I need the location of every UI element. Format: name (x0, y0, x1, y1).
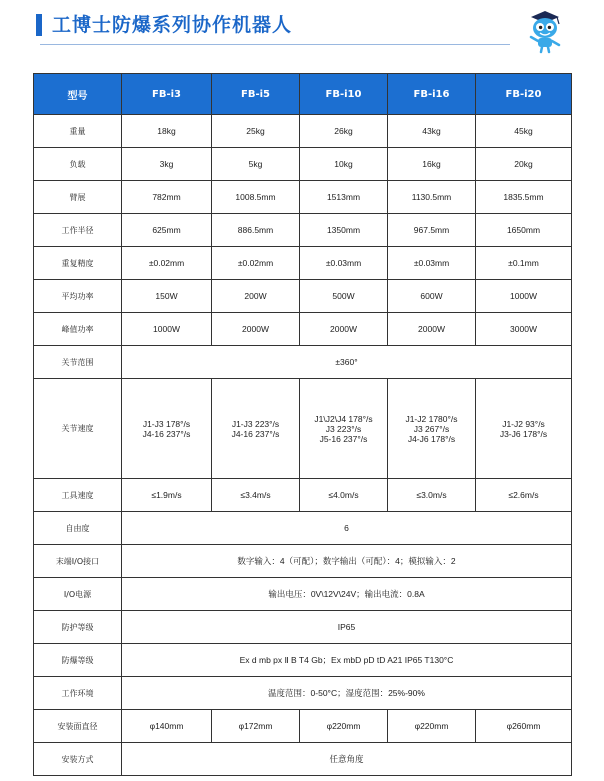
table-cell: ±0.03mm (300, 247, 388, 280)
table-cell: 3kg (122, 148, 212, 181)
table-cell: 967.5mm (388, 214, 476, 247)
table-cell: 500W (300, 280, 388, 313)
row-label: 防护等级 (34, 611, 122, 644)
table-cell: 1008.5mm (212, 181, 300, 214)
table-cell: 43kg (388, 115, 476, 148)
header-model-fb-i3: FB-i3 (122, 74, 212, 115)
table-row (34, 743, 572, 776)
table-row (34, 247, 572, 280)
row-label: 平均功率 (34, 280, 122, 313)
table-cell: 886.5mm (212, 214, 300, 247)
table-cell: ±0.1mm (476, 247, 572, 280)
table-cell: 1130.5mm (388, 181, 476, 214)
table-cell: ≤2.6m/s (476, 479, 572, 512)
table-cell: 26kg (300, 115, 388, 148)
table-cell: 600W (388, 280, 476, 313)
table-row (34, 346, 572, 379)
table-cell: 5kg (212, 148, 300, 181)
table-cell: 1350mm (300, 214, 388, 247)
row-label: 工具速度 (34, 479, 122, 512)
table-cell: 2000W (300, 313, 388, 346)
table-cell: 2000W (388, 313, 476, 346)
table-row (34, 115, 572, 148)
table-cell: 18kg (122, 115, 212, 148)
table-cell: 45kg (476, 115, 572, 148)
table-cell: ±0.02mm (212, 247, 300, 280)
header-model-fb-i5: FB-i5 (212, 74, 300, 115)
table-cell: 150W (122, 280, 212, 313)
table-cell: ≤3.0m/s (388, 479, 476, 512)
title-accent-bar (36, 14, 42, 36)
table-cell: 3000W (476, 313, 572, 346)
table-row (34, 677, 572, 710)
table-cell: φ220mm (388, 710, 476, 743)
table-row (34, 710, 572, 743)
spec-table-head (34, 74, 572, 115)
row-label: 安装方式 (34, 743, 122, 776)
merged-cell: ±360° (122, 346, 572, 379)
table-cell: ≤3.4m/s (212, 479, 300, 512)
row-label: 重复精度 (34, 247, 122, 280)
table-cell: J1-J2 93°/s J3-J6 178°/s (476, 379, 572, 479)
row-label: 关节速度 (34, 379, 122, 479)
row-label: 工作半径 (34, 214, 122, 247)
table-row (34, 313, 572, 346)
table-cell: J1-J3 178°/s J4-16 237°/s (122, 379, 212, 479)
table-cell: 10kg (300, 148, 388, 181)
table-row (34, 644, 572, 677)
row-label: 重量 (34, 115, 122, 148)
table-cell: 1000W (122, 313, 212, 346)
row-label: 峰值功率 (34, 313, 122, 346)
merged-cell: 任意角度 (122, 743, 572, 776)
row-label: 臂展 (34, 181, 122, 214)
table-cell: φ172mm (212, 710, 300, 743)
row-label: I/O电源 (34, 578, 122, 611)
table-row (34, 611, 572, 644)
row-label: 末端I/O接口 (34, 545, 122, 578)
merged-cell: 温度范围：0-50°C；湿度范围：25%-90% (122, 677, 572, 710)
merged-cell: Ex d mb px Ⅱ B T4 Gb；Ex mbD pD tD A21 IP65 T130°C (122, 644, 572, 677)
page-title: 工博士防爆系列协作机器人 (52, 14, 293, 36)
table-row (34, 479, 572, 512)
table-cell: 1000W (476, 280, 572, 313)
table-cell: φ260mm (476, 710, 572, 743)
table-cell: J1\J2\J4 178°/s J3 223°/s J5-16 237°/s (300, 379, 388, 479)
table-cell: 25kg (212, 115, 300, 148)
table-cell: ±0.03mm (388, 247, 476, 280)
table-row (34, 181, 572, 214)
spec-table-body (34, 115, 572, 776)
row-label: 防爆等级 (34, 644, 122, 677)
table-cell: 1650mm (476, 214, 572, 247)
table-cell: J1-J3 223°/s J4-16 237°/s (212, 379, 300, 479)
table-cell: ≤4.0m/s (300, 479, 388, 512)
header-row (34, 74, 572, 115)
merged-cell: 数字输入：4（可配）；数字输出（可配）：4；模拟输入：2 (122, 545, 572, 578)
table-cell: φ220mm (300, 710, 388, 743)
header-model-fb-i20: FB-i20 (476, 74, 572, 115)
table-cell: 20kg (476, 148, 572, 181)
header-model-fb-i10: FB-i10 (300, 74, 388, 115)
merged-cell: IP65 (122, 611, 572, 644)
row-label: 自由度 (34, 512, 122, 545)
table-cell: 16kg (388, 148, 476, 181)
table-row (34, 512, 572, 545)
row-label: 关节范围 (34, 346, 122, 379)
row-label: 工作环境 (34, 677, 122, 710)
table-row (34, 578, 572, 611)
table-cell: φ140mm (122, 710, 212, 743)
table-row (34, 379, 572, 479)
table-cell: 625mm (122, 214, 212, 247)
table-row (34, 280, 572, 313)
table-cell: 782mm (122, 181, 212, 214)
table-cell: J1-J2 1780°/s J3 267°/s J4-J6 178°/s (388, 379, 476, 479)
table-cell: 200W (212, 280, 300, 313)
table-row (34, 214, 572, 247)
table-cell: 1513mm (300, 181, 388, 214)
mascot-logo-icon (522, 8, 568, 54)
header-model-label: 型号 (34, 74, 122, 115)
spec-table (33, 73, 572, 776)
merged-cell: 输出电压：0V\12V\24V；输出电流：0.8A (122, 578, 572, 611)
table-row (34, 545, 572, 578)
row-label: 安装面直径 (34, 710, 122, 743)
table-cell: 1835.5mm (476, 181, 572, 214)
table-row (34, 148, 572, 181)
table-cell: 2000W (212, 313, 300, 346)
table-cell: ±0.02mm (122, 247, 212, 280)
header-model-fb-i16: FB-i16 (388, 74, 476, 115)
title-underline (40, 44, 510, 45)
row-label: 负载 (34, 148, 122, 181)
table-cell: ≤1.9m/s (122, 479, 212, 512)
merged-cell: 6 (122, 512, 572, 545)
